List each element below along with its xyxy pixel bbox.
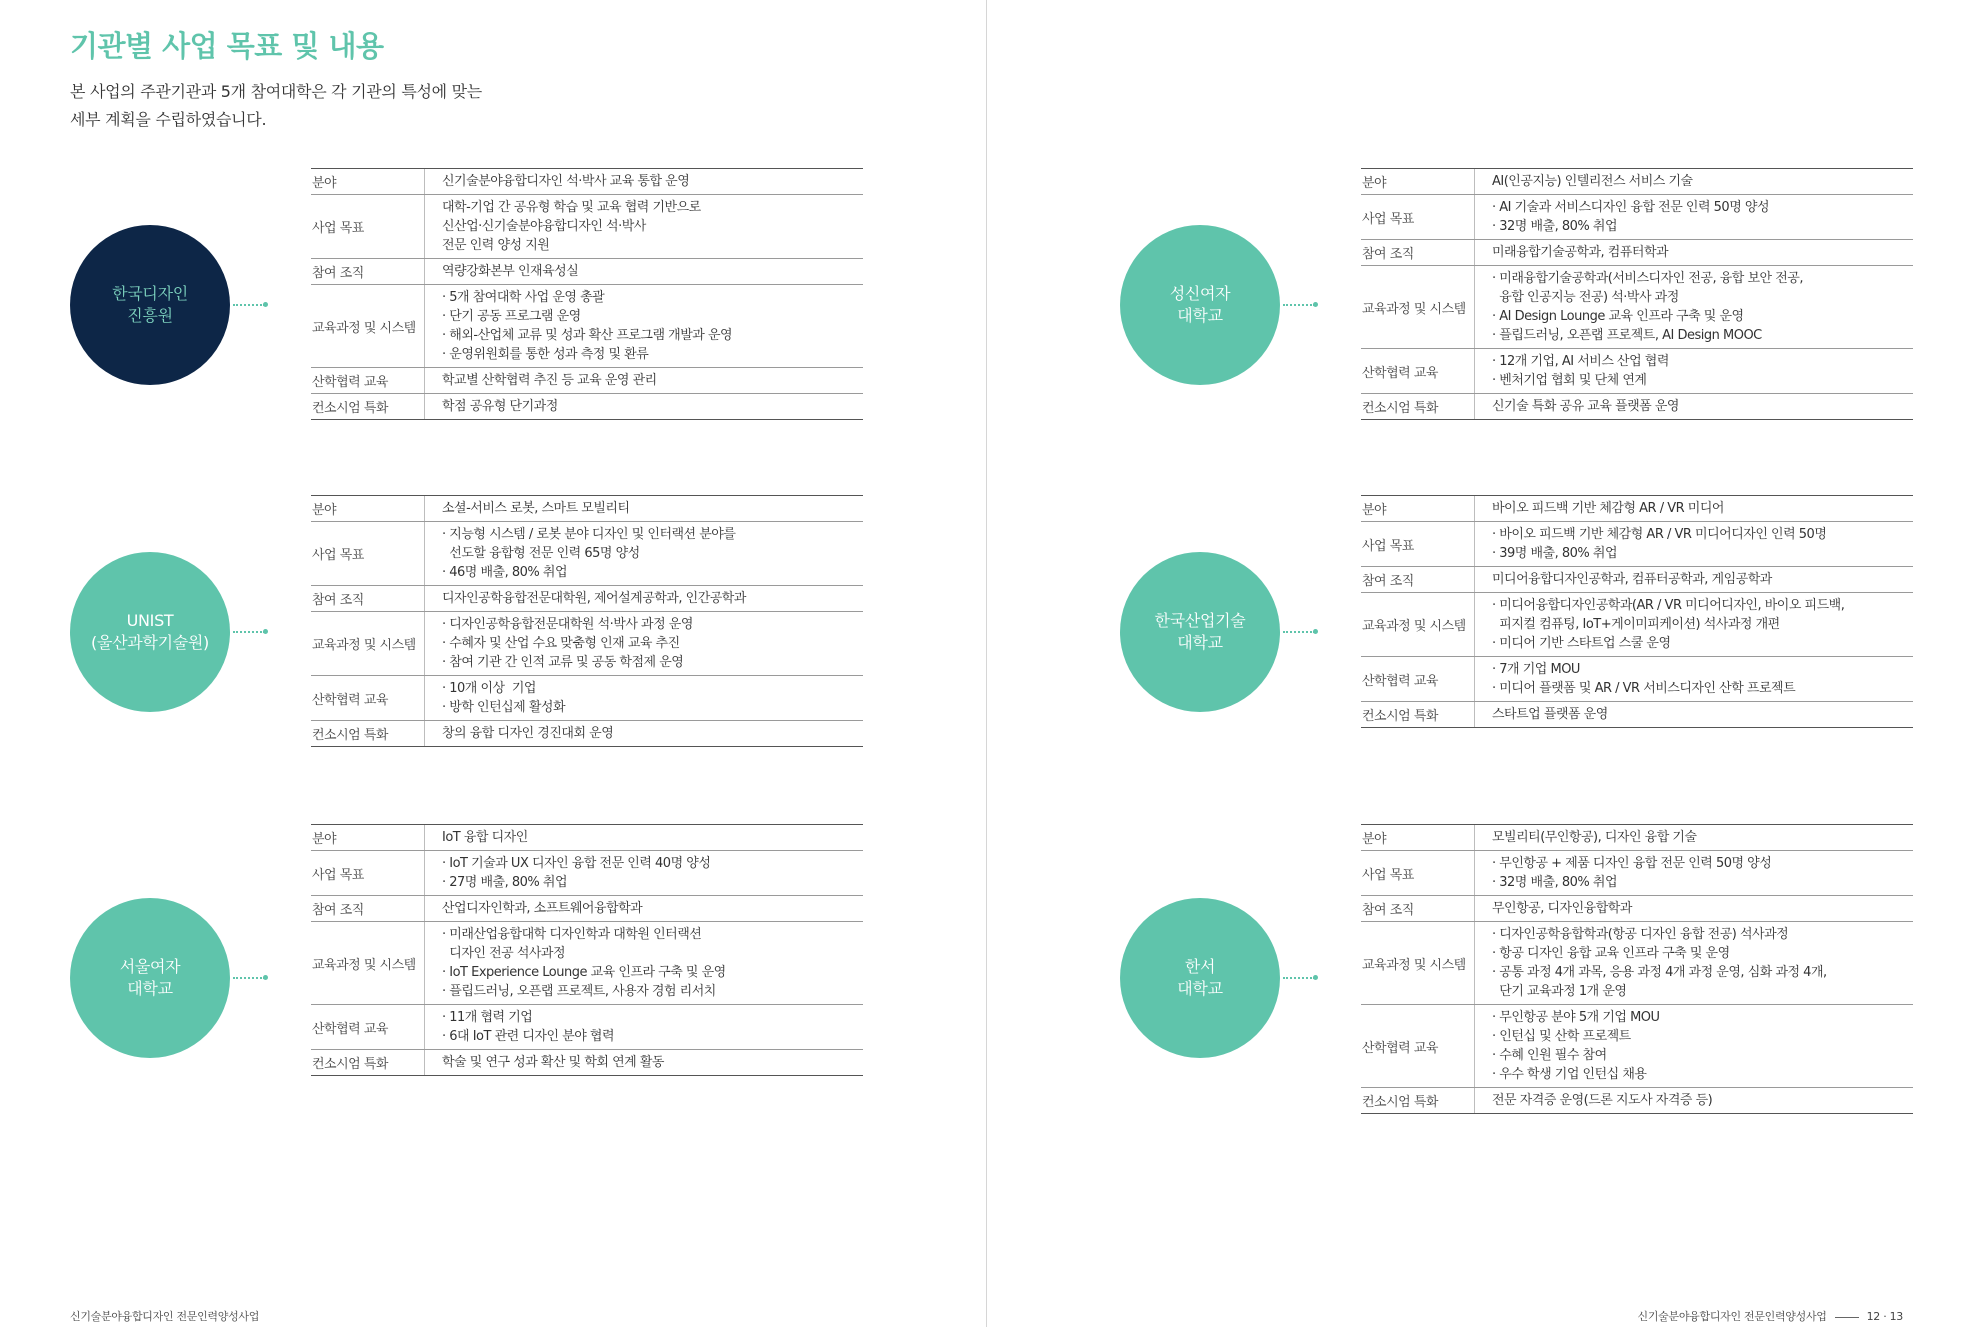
value-line: · IoT Experience Lounge 교육 인프라 구축 및 운영 — [442, 965, 726, 980]
table-row — [1361, 592, 1913, 656]
table-row — [311, 284, 863, 367]
value-line: · 46명 배출, 80% 취업 — [442, 565, 568, 580]
value-line: 디자인 전공 석사과정 — [442, 946, 566, 961]
table-row — [1361, 194, 1913, 239]
institution-badge — [1120, 898, 1280, 1058]
row-label: 교육과정 및 시스템 — [311, 922, 425, 1004]
table-row — [1361, 1004, 1913, 1087]
row-label: 컨소시엄 특화 — [311, 1050, 425, 1075]
row-label: 분야 — [311, 496, 425, 521]
institution-name-line: 한서 — [1184, 957, 1216, 976]
row-value — [1492, 169, 1913, 194]
value-line: 디자인공학융합전문대학원, 제어설계공학과, 인간공학과 — [442, 591, 746, 606]
value-line: 무인항공, 디자인융합학과 — [1492, 901, 1632, 916]
page-title: 기관별 사업 목표 및 내용 — [70, 29, 384, 63]
value-line: 피지컬 컴퓨팅, IoT+게이미피케이션) 석사과정 개편 — [1492, 617, 1780, 632]
row-value — [442, 721, 863, 746]
row-value — [442, 612, 863, 675]
row-value — [442, 195, 863, 258]
footer-right — [1638, 1308, 1903, 1324]
value-line: 대학-기업 간 공유형 학습 및 교육 협력 기반으로 — [442, 200, 701, 215]
table-row — [1361, 701, 1913, 727]
institution-badge — [70, 225, 230, 385]
row-value — [442, 586, 863, 611]
row-value — [442, 285, 863, 367]
value-line: AI(인공지능) 인텔리전스 서비스 기술 — [1492, 174, 1693, 189]
institution-name-line: 한국디자인 — [112, 284, 188, 303]
row-value — [442, 496, 863, 521]
value-line: · 12개 기업, AI 서비스 산업 협력 — [1492, 354, 1669, 369]
institution-table — [311, 824, 863, 1076]
row-value — [1492, 896, 1913, 921]
institution-name-line: 서울여자 — [119, 957, 181, 976]
row-value — [1492, 266, 1913, 348]
row-value — [1492, 1005, 1913, 1087]
value-line: 미디어융합디자인공학과, 컴퓨터공학과, 게임공학과 — [1492, 572, 1772, 587]
institution-name-line: 진흥원 — [127, 306, 173, 325]
value-line: 학술 및 연구 성과 확산 및 학회 연계 활동 — [442, 1055, 664, 1070]
row-label: 사업 목표 — [1361, 851, 1475, 895]
value-line: · 수혜 인원 필수 참여 — [1492, 1048, 1607, 1063]
row-label: 사업 목표 — [311, 851, 425, 895]
row-value — [1492, 195, 1913, 239]
value-line: · 미래산업융합대학 디자인학과 대학원 인터랙션 — [442, 927, 702, 942]
table-row — [1361, 265, 1913, 348]
table-row — [1361, 169, 1913, 194]
value-line: · 해외-산업체 교류 및 성과 확산 프로그램 개발과 운영 — [442, 328, 733, 343]
row-value — [442, 676, 863, 720]
institution-table — [311, 168, 863, 420]
value-line: · 운영위원회를 통한 성과 측정 및 환류 — [442, 347, 649, 362]
row-label: 산학협력 교육 — [1361, 349, 1475, 393]
value-line: · 인턴십 및 산학 프로젝트 — [1492, 1029, 1631, 1044]
value-line: · 수혜자 및 산업 수요 맞춤형 인재 교육 추진 — [442, 636, 680, 651]
row-value — [1492, 825, 1913, 850]
row-value — [442, 394, 863, 419]
table-row — [311, 825, 863, 850]
value-line: · 미디어 플랫폼 및 AR / VR 서비스디자인 산학 프로젝트 — [1492, 681, 1796, 696]
value-line: · 디자인공학융합학과(항공 디자인 융합 전공) 석사과정 — [1492, 927, 1789, 942]
table-row — [311, 393, 863, 419]
row-label: 산학협력 교육 — [311, 1005, 425, 1049]
row-label: 참여 조직 — [1361, 240, 1475, 265]
page-numbers: 12 · 13 — [1866, 1310, 1903, 1323]
value-line: 모빌리티(무인항공), 디자인 융합 기술 — [1492, 830, 1697, 845]
value-line: · 단기 공동 프로그램 운영 — [442, 309, 581, 324]
connector-line — [233, 304, 265, 306]
value-line: 창의 융합 디자인 경진대회 운영 — [442, 726, 614, 741]
institution-name-line: 성신여자 — [1169, 284, 1231, 303]
row-label: 교육과정 및 시스템 — [1361, 266, 1475, 348]
value-line: 전문 자격증 운영(드론 지도사 자격증 등) — [1492, 1093, 1713, 1108]
row-value — [442, 1050, 863, 1075]
row-label: 교육과정 및 시스템 — [1361, 593, 1475, 656]
row-value — [442, 896, 863, 921]
value-line: · 11개 협력 기업 — [442, 1010, 533, 1025]
row-value — [1492, 240, 1913, 265]
institution-name-line: UNIST — [126, 611, 174, 630]
row-label: 사업 목표 — [1361, 195, 1475, 239]
row-label: 분야 — [311, 169, 425, 194]
table-row — [311, 895, 863, 921]
table-row — [1361, 656, 1913, 701]
row-label: 참여 조직 — [311, 259, 425, 284]
table-row — [311, 258, 863, 284]
institution-name-line: 대학교 — [1177, 979, 1223, 998]
row-value — [442, 169, 863, 194]
value-line: 융합 인공지능 전공) 석·박사 과정 — [1492, 290, 1679, 305]
table-row — [311, 169, 863, 194]
value-line: 선도할 융합형 전문 인력 65명 양성 — [442, 546, 640, 561]
footer-left: 신기술분야융합디자인 전문인력양성사업 — [70, 1310, 260, 1323]
value-line: · 방학 인턴십제 활성화 — [442, 700, 566, 715]
row-value — [1492, 394, 1913, 419]
row-value — [1492, 349, 1913, 393]
value-line: · 무인항공 + 제품 디자인 융합 전문 인력 50명 양성 — [1492, 856, 1772, 871]
row-value — [442, 825, 863, 850]
row-label: 교육과정 및 시스템 — [311, 612, 425, 675]
table-row — [1361, 921, 1913, 1004]
value-line: · 6대 IoT 관련 디자인 분야 협력 — [442, 1029, 615, 1044]
row-label: 컨소시엄 특화 — [1361, 394, 1475, 419]
table-row — [1361, 850, 1913, 895]
institution-badge — [70, 552, 230, 712]
value-line: · 5개 참여대학 사업 운영 총괄 — [442, 290, 605, 305]
row-label: 분야 — [1361, 496, 1475, 521]
row-label: 사업 목표 — [1361, 522, 1475, 566]
row-value — [442, 1005, 863, 1049]
row-label: 참여 조직 — [311, 586, 425, 611]
table-row — [1361, 895, 1913, 921]
value-line: · AI Design Lounge 교육 인프라 구축 및 운영 — [1492, 309, 1744, 324]
value-line: · 32명 배출, 80% 취업 — [1492, 219, 1618, 234]
footer-rule — [1835, 1317, 1859, 1318]
value-line: 학교별 산학협력 추진 등 교육 운영 관리 — [442, 373, 657, 388]
intro-line: 본 사업의 주관기관과 5개 참여대학은 각 기관의 특성에 맞는 — [70, 82, 482, 101]
value-line: · 우수 학생 기업 인턴십 채용 — [1492, 1067, 1647, 1082]
value-line: · 디자인공학융합전문대학원 석·박사 과정 운영 — [442, 617, 693, 632]
row-value — [442, 368, 863, 393]
value-line: 바이오 피드백 기반 체감형 AR / VR 미디어 — [1492, 501, 1724, 516]
row-label: 참여 조직 — [1361, 896, 1475, 921]
value-line: 스타트업 플랫폼 운영 — [1492, 707, 1608, 722]
row-label: 참여 조직 — [311, 896, 425, 921]
value-line: · IoT 기술과 UX 디자인 융합 전문 인력 40명 양성 — [442, 856, 711, 871]
table-row — [311, 921, 863, 1004]
table-row — [1361, 348, 1913, 393]
row-label: 컨소시엄 특화 — [311, 721, 425, 746]
institution-table — [311, 495, 863, 747]
row-label: 컨소시엄 특화 — [311, 394, 425, 419]
row-value — [1492, 702, 1913, 727]
institution-table — [1361, 168, 1913, 420]
row-value — [1492, 851, 1913, 895]
value-line: · 39명 배출, 80% 취업 — [1492, 546, 1618, 561]
footer-right-text: 신기술분야융합디자인 전문인력양성사업 — [1637, 1310, 1827, 1323]
table-row — [1361, 521, 1913, 566]
connector-line — [1283, 631, 1315, 633]
connector-line — [233, 631, 265, 633]
value-line: · 미디어융합디자인공학과(AR / VR 미디어디자인, 바이오 피드백, — [1492, 598, 1845, 613]
table-row — [1361, 825, 1913, 850]
row-label: 분야 — [1361, 825, 1475, 850]
value-line: 신기술 특화 공유 교육 플랫폼 운영 — [1492, 399, 1679, 414]
institution-badge — [1120, 225, 1280, 385]
value-line: · 참여 기관 간 인적 교류 및 공동 학점제 운영 — [442, 655, 684, 670]
row-label: 컨소시엄 특화 — [1361, 1088, 1475, 1113]
row-value — [1492, 657, 1913, 701]
institution-table — [1361, 495, 1913, 728]
institution-name-line: 대학교 — [1177, 633, 1223, 652]
value-line: · 플립드러닝, 오픈랩 프로젝트, 사용자 경험 리서치 — [442, 984, 716, 999]
row-label: 참여 조직 — [1361, 567, 1475, 592]
row-label: 분야 — [1361, 169, 1475, 194]
row-value — [1492, 922, 1913, 1004]
table-row — [311, 720, 863, 746]
value-line: 미래융합기술공학과, 컴퓨터학과 — [1492, 245, 1669, 260]
row-value — [1492, 567, 1913, 592]
value-line: · 27명 배출, 80% 취업 — [442, 875, 568, 890]
value-line: 전문 인력 양성 지원 — [442, 238, 550, 253]
institution-table — [1361, 824, 1913, 1114]
row-label: 사업 목표 — [311, 522, 425, 585]
table-row — [311, 194, 863, 258]
table-row — [1361, 239, 1913, 265]
connector-line — [1283, 977, 1315, 979]
institution-badge — [70, 898, 230, 1058]
row-label: 사업 목표 — [311, 195, 425, 258]
value-line: · 지능형 시스템 / 로봇 분야 디자인 및 인터랙션 분야를 — [442, 527, 736, 542]
value-line: · 공통 과정 4개 과목, 응용 과정 4개 과정 운영, 심화 과정 4개, — [1492, 965, 1827, 980]
intro-line: 세부 계획을 수립하였습니다. — [70, 110, 267, 129]
value-line: IoT 융합 디자인 — [442, 830, 528, 845]
table-row — [1361, 393, 1913, 419]
row-value — [442, 259, 863, 284]
row-label: 산학협력 교육 — [311, 676, 425, 720]
row-value — [1492, 1088, 1913, 1113]
institution-name-line: (울산과학기술원) — [91, 633, 209, 652]
row-label: 교육과정 및 시스템 — [1361, 922, 1475, 1004]
institution-name-line: 대학교 — [1177, 306, 1223, 325]
table-row — [311, 585, 863, 611]
value-line: 소셜-서비스 로봇, 스마트 모빌리티 — [442, 501, 630, 516]
table-row — [311, 521, 863, 585]
row-label: 산학협력 교육 — [1361, 657, 1475, 701]
row-value — [1492, 593, 1913, 656]
value-line: · AI 기술과 서비스디자인 융합 전문 인력 50명 양성 — [1492, 200, 1770, 215]
row-label: 산학협력 교육 — [311, 368, 425, 393]
value-line: · 무인항공 분야 5개 기업 MOU — [1492, 1010, 1660, 1025]
table-row — [1361, 1087, 1913, 1113]
value-line: · 미래융합기술공학과(서비스디자인 전공, 융합 보안 전공, — [1492, 271, 1803, 286]
value-line: 산업디자인학과, 소프트웨어융합학과 — [442, 901, 643, 916]
row-value — [1492, 496, 1913, 521]
table-row — [311, 1049, 863, 1075]
value-line: 신기술분야융합디자인 석·박사 교육 통합 운영 — [442, 174, 690, 189]
institution-name-line: 대학교 — [127, 979, 173, 998]
row-label: 분야 — [311, 825, 425, 850]
value-line: · 바이오 피드백 기반 체감형 AR / VR 미디어디자인 인력 50명 — [1492, 527, 1827, 542]
table-row — [311, 675, 863, 720]
value-line: · 32명 배출, 80% 취업 — [1492, 875, 1618, 890]
row-value — [1492, 522, 1913, 566]
row-value — [442, 922, 863, 1004]
value-line: · 플립드러닝, 오픈랩 프로젝트, AI Design MOOC — [1492, 328, 1762, 343]
value-line: 역량강화본부 인재육성실 — [442, 264, 579, 279]
value-line: 학점 공유형 단기과정 — [442, 399, 558, 414]
row-label: 산학협력 교육 — [1361, 1005, 1475, 1087]
value-line: · 미디어 기반 스타트업 스쿨 운영 — [1492, 636, 1671, 651]
connector-line — [1283, 304, 1315, 306]
table-row — [311, 611, 863, 675]
value-line: · 항공 디자인 융합 교육 인프라 구축 및 운영 — [1492, 946, 1730, 961]
table-row — [1361, 566, 1913, 592]
value-line: · 10개 이상 기업 — [442, 681, 536, 696]
table-row — [311, 1004, 863, 1049]
value-line: 신산업·신기술분야융합디자인 석·박사 — [442, 219, 646, 234]
row-value — [442, 522, 863, 585]
table-row — [311, 367, 863, 393]
value-line: 단기 교육과정 1개 운영 — [1492, 984, 1627, 999]
intro-text — [70, 78, 482, 134]
institution-badge — [1120, 552, 1280, 712]
row-value — [442, 851, 863, 895]
row-label: 교육과정 및 시스템 — [311, 285, 425, 367]
table-row — [311, 850, 863, 895]
table-row — [311, 496, 863, 521]
value-line: · 벤처기업 협회 및 단체 연계 — [1492, 373, 1647, 388]
institution-name-line: 한국산업기술 — [1154, 611, 1246, 630]
page-spine — [986, 0, 987, 1327]
row-label: 컨소시엄 특화 — [1361, 702, 1475, 727]
value-line: · 7개 기업 MOU — [1492, 662, 1580, 677]
connector-line — [233, 977, 265, 979]
table-row — [1361, 496, 1913, 521]
